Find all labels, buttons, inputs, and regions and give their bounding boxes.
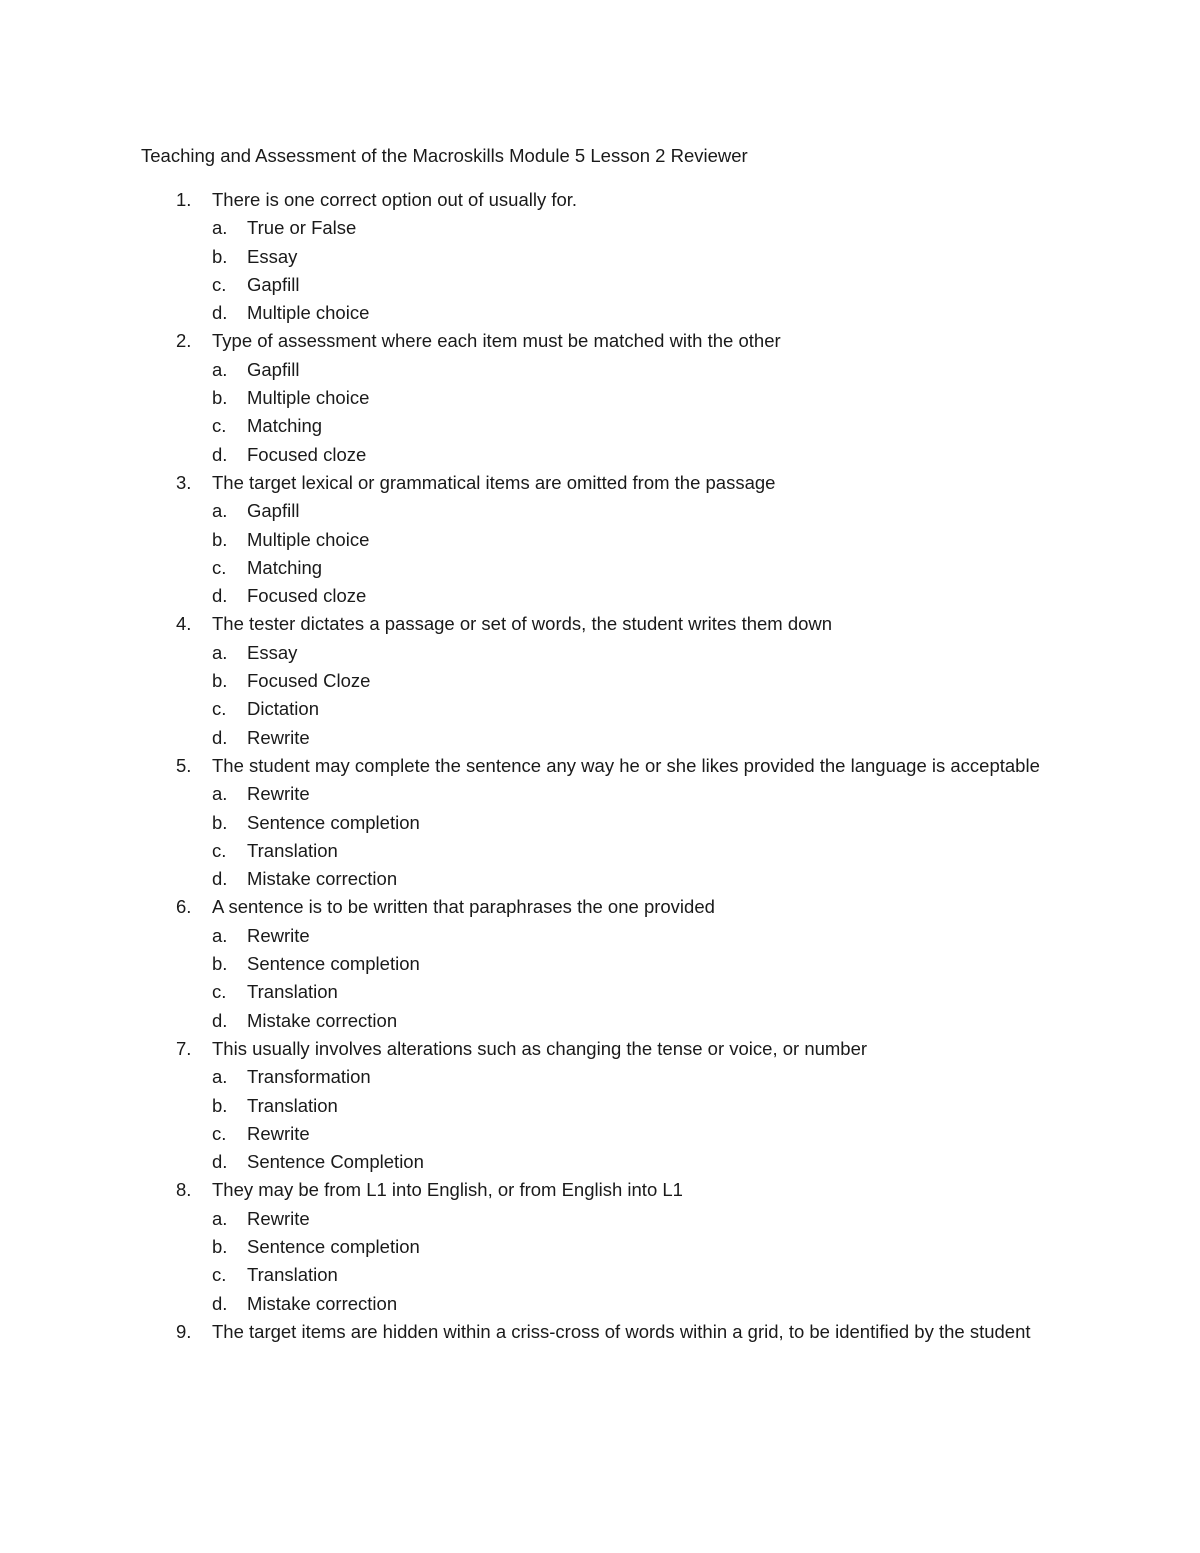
option-text: Mistake correction bbox=[247, 1292, 398, 1314]
option-text: Multiple choice bbox=[247, 528, 370, 550]
option-text: Focused cloze bbox=[247, 443, 367, 465]
option-letter: b. bbox=[212, 1235, 228, 1257]
option-list bbox=[0, 639, 1200, 752]
option-item bbox=[0, 1233, 1200, 1261]
option-item bbox=[0, 695, 1200, 723]
option-letter: b. bbox=[212, 1094, 228, 1116]
option-letter: d. bbox=[212, 585, 228, 607]
option-text: Dictation bbox=[247, 698, 319, 720]
option-letter: c. bbox=[212, 415, 227, 437]
option-item bbox=[0, 356, 1200, 384]
option-item bbox=[0, 1290, 1200, 1318]
option-item bbox=[0, 554, 1200, 582]
option-text: Rewrite bbox=[247, 1207, 310, 1229]
option-text: Gapfill bbox=[247, 358, 300, 380]
option-text: Essay bbox=[247, 245, 298, 267]
option-list bbox=[0, 214, 1200, 327]
question-text: There is one correct option out of usually for. bbox=[212, 189, 578, 210]
option-item bbox=[0, 1148, 1200, 1176]
question-item bbox=[0, 893, 1200, 1034]
question-line bbox=[0, 327, 1042, 355]
option-letter: d. bbox=[212, 726, 228, 748]
option-text: Translation bbox=[247, 1094, 338, 1116]
option-letter: a. bbox=[212, 358, 228, 380]
option-text: Focused cloze bbox=[247, 585, 367, 607]
question-number: 4. bbox=[176, 613, 192, 635]
option-text: Rewrite bbox=[247, 726, 310, 748]
question-number: 2. bbox=[176, 330, 192, 352]
option-letter: b. bbox=[212, 670, 228, 692]
document-title: Teaching and Assessment of the Macroskills Module 5 Lesson 2 Reviewer bbox=[141, 145, 748, 166]
question-text: The target items are hidden within a criss-cross of words within a grid, to be identified by the student bbox=[212, 1320, 1031, 1342]
option-list bbox=[0, 497, 1200, 610]
option-letter: d. bbox=[212, 302, 228, 324]
option-letter: a. bbox=[212, 1207, 228, 1229]
option-list bbox=[0, 780, 1200, 893]
question-number: 1. bbox=[176, 189, 192, 210]
question-text: The tester dictates a passage or set of words, the student writes them down bbox=[212, 613, 833, 635]
option-item bbox=[0, 639, 1200, 667]
question-item bbox=[0, 1035, 1200, 1176]
question-item bbox=[0, 469, 1200, 610]
question-line bbox=[0, 893, 1042, 921]
option-letter: b. bbox=[212, 245, 228, 267]
option-item bbox=[0, 978, 1200, 1006]
option-item bbox=[0, 865, 1200, 893]
option-item bbox=[0, 922, 1200, 950]
option-item bbox=[0, 384, 1200, 412]
option-letter: b. bbox=[212, 528, 228, 550]
question-number: 7. bbox=[176, 1037, 192, 1059]
option-item bbox=[0, 271, 1200, 299]
option-letter: c. bbox=[212, 981, 227, 1003]
option-text: Multiple choice bbox=[247, 387, 370, 409]
option-item bbox=[0, 780, 1200, 808]
question-number: 9. bbox=[176, 1320, 192, 1342]
option-text: Rewrite bbox=[247, 1122, 310, 1144]
option-letter: c. bbox=[212, 1264, 227, 1286]
option-text: Focused Cloze bbox=[247, 670, 371, 692]
option-item bbox=[0, 412, 1200, 440]
option-item bbox=[0, 1261, 1200, 1289]
option-list bbox=[0, 1063, 1200, 1176]
option-text: Multiple choice bbox=[247, 302, 370, 324]
option-text: True or False bbox=[247, 217, 357, 239]
option-letter: c. bbox=[212, 698, 227, 720]
question-number: 6. bbox=[176, 896, 192, 918]
option-text: Sentence completion bbox=[247, 953, 420, 975]
question-item bbox=[0, 1318, 1200, 1346]
question-number: 5. bbox=[176, 754, 192, 776]
question-text: They may be from L1 into English, or from English into L1 bbox=[212, 1179, 683, 1201]
option-text: Rewrite bbox=[247, 783, 310, 805]
option-text: Sentence completion bbox=[247, 1235, 420, 1257]
option-item bbox=[0, 243, 1200, 271]
question-number: 3. bbox=[176, 471, 192, 493]
question-line bbox=[0, 1035, 1042, 1063]
question-item bbox=[0, 752, 1200, 893]
question-line bbox=[0, 186, 1042, 214]
question-line bbox=[0, 610, 1042, 638]
option-item bbox=[0, 837, 1200, 865]
option-item bbox=[0, 950, 1200, 978]
option-text: Transformation bbox=[247, 1066, 371, 1088]
question-line bbox=[0, 1176, 1042, 1204]
option-text: Matching bbox=[247, 415, 323, 437]
option-letter: c. bbox=[212, 556, 227, 578]
option-list bbox=[0, 922, 1200, 1035]
question-line bbox=[0, 469, 1042, 497]
option-letter: d. bbox=[212, 443, 228, 465]
option-item bbox=[0, 1205, 1200, 1233]
option-item bbox=[0, 526, 1200, 554]
option-letter: c. bbox=[212, 839, 227, 861]
option-text: Sentence Completion bbox=[247, 1151, 424, 1173]
option-letter: c. bbox=[212, 273, 227, 295]
option-item bbox=[0, 299, 1200, 327]
option-letter: a. bbox=[212, 500, 228, 522]
option-text: Mistake correction bbox=[247, 868, 398, 890]
option-letter: a. bbox=[212, 1066, 228, 1088]
option-item bbox=[0, 1007, 1200, 1035]
option-letter: d. bbox=[212, 1292, 228, 1314]
question-text: The student may complete the sentence any way he or she likes provided the language is acceptable bbox=[212, 754, 1040, 776]
option-item bbox=[0, 1120, 1200, 1148]
question-item bbox=[0, 186, 1200, 327]
question-item bbox=[0, 610, 1200, 751]
option-text: Translation bbox=[247, 1264, 338, 1286]
option-letter: c. bbox=[212, 1122, 227, 1144]
option-letter: d. bbox=[212, 1151, 228, 1173]
option-text: Mistake correction bbox=[247, 1009, 398, 1031]
question-item bbox=[0, 327, 1200, 468]
option-item bbox=[0, 582, 1200, 610]
question-text: This usually involves alterations such as changing the tense or voice, or number bbox=[212, 1037, 868, 1059]
option-text: Translation bbox=[247, 981, 338, 1003]
question-item bbox=[0, 1176, 1200, 1317]
question-list bbox=[0, 186, 1200, 1346]
question-text: The target lexical or grammatical items are omitted from the passage bbox=[212, 471, 776, 493]
question-line bbox=[0, 1318, 1042, 1346]
option-letter: b. bbox=[212, 387, 228, 409]
option-list bbox=[0, 1205, 1200, 1318]
option-item bbox=[0, 724, 1200, 752]
option-text: Sentence completion bbox=[247, 811, 420, 833]
option-letter: b. bbox=[212, 811, 228, 833]
option-item bbox=[0, 441, 1200, 469]
option-letter: a. bbox=[212, 783, 228, 805]
option-list bbox=[0, 356, 1200, 469]
option-letter: b. bbox=[212, 953, 228, 975]
option-item bbox=[0, 214, 1200, 242]
option-text: Translation bbox=[247, 839, 338, 861]
option-item bbox=[0, 1092, 1200, 1120]
option-item bbox=[0, 1063, 1200, 1091]
option-letter: a. bbox=[212, 217, 228, 239]
option-text: Matching bbox=[247, 556, 323, 578]
option-letter: d. bbox=[212, 1009, 228, 1031]
option-item bbox=[0, 497, 1200, 525]
option-item bbox=[0, 667, 1200, 695]
question-text: A sentence is to be written that paraphrases the one provided bbox=[212, 896, 715, 918]
option-item bbox=[0, 809, 1200, 837]
question-text: Type of assessment where each item must be matched with the other bbox=[212, 330, 781, 352]
option-letter: d. bbox=[212, 868, 228, 890]
option-letter: a. bbox=[212, 641, 228, 663]
option-letter: a. bbox=[212, 924, 228, 946]
option-text: Gapfill bbox=[247, 500, 300, 522]
option-text: Gapfill bbox=[247, 273, 300, 295]
option-text: Rewrite bbox=[247, 924, 310, 946]
question-number: 8. bbox=[176, 1179, 192, 1201]
option-text: Essay bbox=[247, 641, 298, 663]
question-line bbox=[0, 752, 1042, 780]
